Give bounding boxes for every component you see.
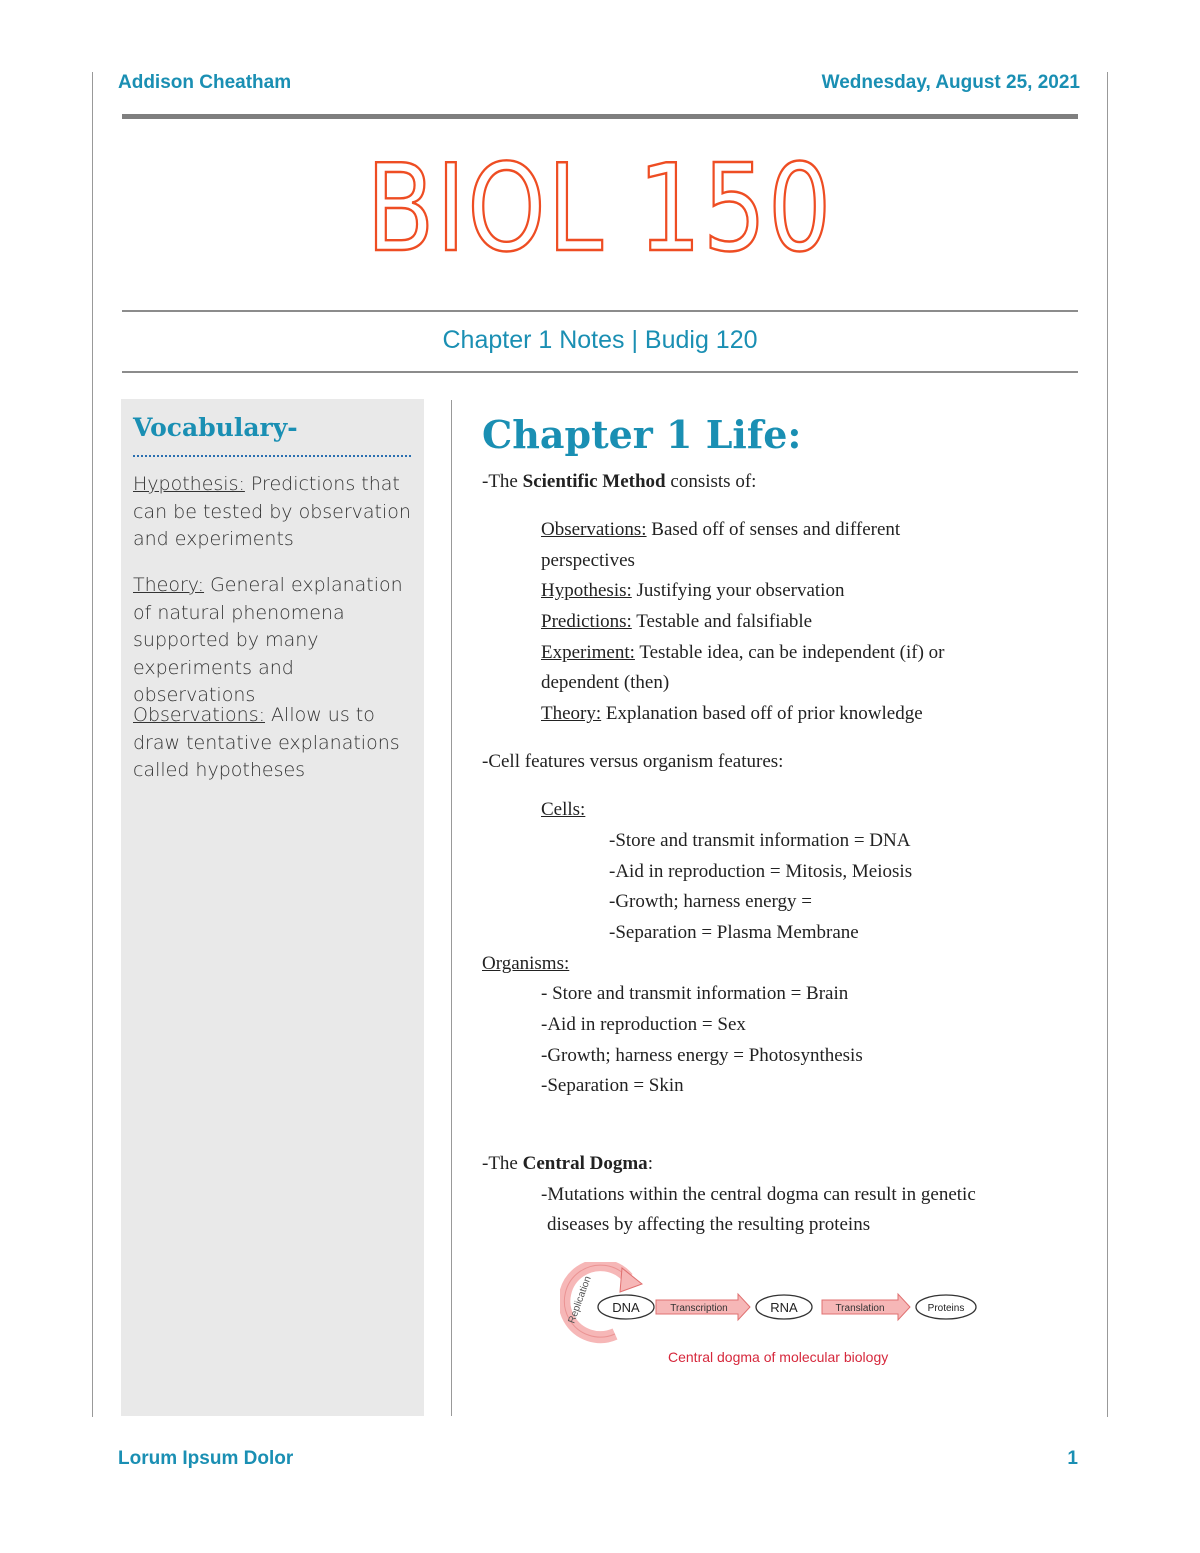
vocab-term: Hypothesis: [133,473,245,495]
vocab-definition: General explanation of natural phenomena supported by many experiments and observations [133,574,403,706]
vocabulary-divider [133,455,411,457]
vocab-definition: Predictions that can be tested by observation and experiments [133,473,411,550]
replication-label: Replication [566,1274,594,1326]
cells-label: Cells: [541,799,586,820]
footer-text: Lorum Ipsum Dolor [118,1448,294,1469]
method-text: Testable idea, can be independent (if) or [634,642,945,663]
chapter-heading: Chapter 1 Life: [482,412,802,457]
vocabulary-sidebar [121,399,424,1416]
method-experiment-cont: dependent (then) [541,672,670,693]
dogma-note-line2: diseases by affecting the resulting proteins [547,1214,871,1235]
vocab-entry-hypothesis [133,471,418,554]
method-text: Justifying your observation [631,580,845,601]
method-experiment [541,642,945,664]
intro-prefix: -The [482,471,523,492]
transcription-label: Transcription [670,1303,728,1314]
vocab-entry-observations [133,702,418,785]
central-dogma-diagram [560,1262,980,1372]
rna-label: RNA [770,1300,798,1315]
dogma-note-line1: -Mutations within the central dogma can result in genetic [541,1184,976,1205]
vocab-entry-theory [133,572,418,710]
cell-item: -Growth; harness energy = [609,891,812,912]
vocab-term: Observations: [133,704,265,726]
proteins-label: Proteins [927,1303,965,1314]
cell-item: -Aid in reproduction = Mitosis, Meiosis [609,861,913,882]
right-margin-line [1107,72,1108,1417]
left-margin-line [92,72,93,1417]
title-rule-bottom [122,371,1078,373]
diagram-caption: Central dogma of molecular biology [668,1349,889,1365]
header-rule [122,114,1078,119]
dogma-suffix: : [647,1153,653,1174]
method-term: Hypothesis: [541,580,632,601]
method-text: Based off of senses and different [646,519,901,540]
method-text: Testable and falsifiable [631,611,813,632]
method-term: Predictions: [541,611,632,632]
dna-label: DNA [612,1300,640,1315]
method-text: Explanation based off of prior knowledge [601,703,923,724]
cell-item: -Store and transmit information = DNA [609,830,911,851]
intro-bold: Scientific Method [522,471,666,492]
column-divider [451,400,452,1416]
replication-arrowhead [620,1268,642,1292]
vocab-definition: Allow us to draw tentative explanations called hypotheses [133,704,400,781]
scientific-method-intro [482,471,756,493]
vocabulary-heading: Vocabulary- [133,413,298,442]
method-predictions [541,611,812,633]
translation-label: Translation [835,1303,885,1314]
header-date: Wednesday, August 25, 2021 [821,72,1080,93]
method-hypothesis [541,580,844,602]
page-subtitle: Chapter 1 Notes | Budig 120 [442,326,758,354]
method-term: Theory: [541,703,602,724]
dogma-prefix: -The [482,1153,523,1174]
organism-item: -Growth; harness energy = Photosynthesis [541,1045,863,1066]
organism-item: -Aid in reproduction = Sex [541,1014,746,1035]
title-rule-top [122,310,1078,312]
page-title-text: BIOL 150 [366,140,834,279]
central-dogma-intro [482,1153,653,1175]
method-term: Experiment: [541,642,635,663]
page-number: 1 [1067,1448,1078,1469]
organism-item: -Separation = Skin [541,1075,684,1096]
method-term: Observations: [541,519,647,540]
page-title [0,140,1200,279]
vocab-term: Theory: [133,574,205,596]
organism-item: - Store and transmit information = Brain [541,983,849,1004]
method-observations [541,519,900,541]
intro-suffix: consists of: [665,471,757,492]
method-observations-cont: perspectives [541,550,635,571]
cell-features-intro: -Cell features versus organism features: [482,751,784,772]
author-name: Addison Cheatham [118,72,292,93]
organisms-label: Organisms: [482,953,570,974]
dogma-bold: Central Dogma [522,1153,648,1174]
method-theory [541,703,923,725]
cell-item: -Separation = Plasma Membrane [609,922,859,943]
